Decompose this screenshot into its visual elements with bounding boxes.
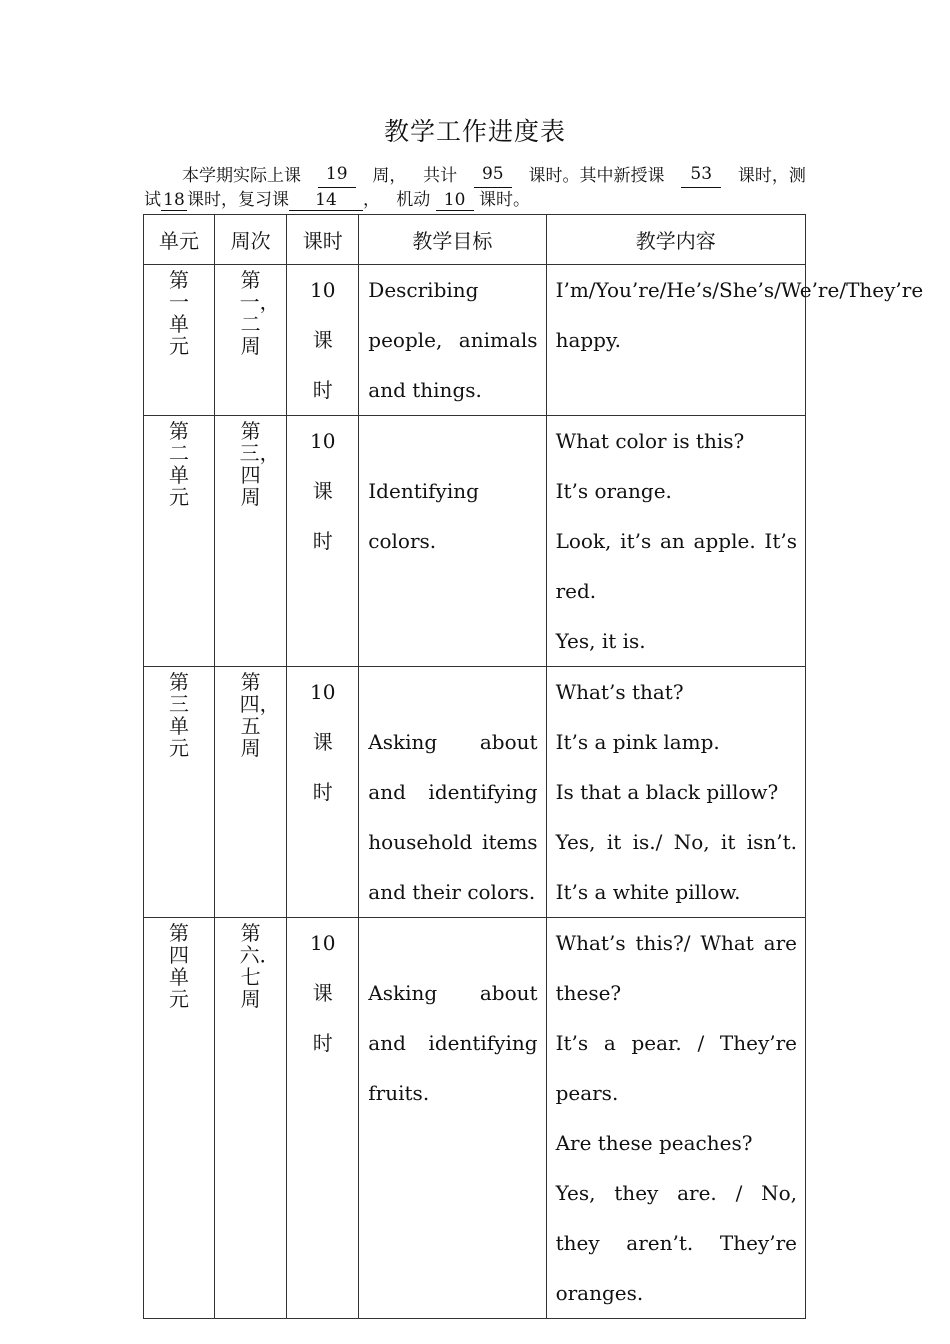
summary-text: 机动 xyxy=(396,190,431,210)
summary-text: 课时。其中新授课 xyxy=(528,166,665,186)
hours-unit: 课 xyxy=(312,328,333,352)
hours-number: 10 xyxy=(310,429,336,453)
content-line: It’s orange. xyxy=(555,479,672,503)
new-hours-value: 53 xyxy=(681,164,721,188)
content-cell xyxy=(547,416,805,666)
table-row xyxy=(144,667,806,918)
content-line: What color is this? xyxy=(555,429,745,453)
flex-hours-value: 10 xyxy=(436,190,474,211)
hours-number: 10 xyxy=(310,680,336,704)
goal-cell: Identifying colors. xyxy=(368,479,479,553)
hours-unit: 课 xyxy=(312,981,333,1005)
summary-text: 周， xyxy=(372,166,407,186)
hours-unit: 时 xyxy=(312,529,333,553)
total-hours-value: 95 xyxy=(474,164,512,188)
hours-unit: 时 xyxy=(312,780,333,804)
weeks-cell: 第一，二周 xyxy=(239,268,280,358)
test-hours-value: 18 xyxy=(161,190,187,211)
hours-unit: 课 xyxy=(312,730,333,754)
summary-text: 课时。 xyxy=(479,190,531,210)
content-cell xyxy=(547,918,805,1318)
header-hours: 课时 xyxy=(287,215,359,265)
content-cell xyxy=(547,265,924,365)
summary-text: 课时，复习课 xyxy=(187,190,289,210)
content-cell xyxy=(547,667,805,917)
table-row xyxy=(144,416,806,667)
summary-text: ， xyxy=(363,190,380,210)
table-row xyxy=(144,265,806,416)
hours-cell xyxy=(287,918,359,1319)
weeks-cell: 第六．七周 xyxy=(239,921,280,1011)
content-line: What’s this?/ What are these? xyxy=(555,931,797,1005)
header-goal: 教学目标 xyxy=(359,215,546,265)
hours-cell xyxy=(287,265,359,416)
goal-cell: Asking about and identifying household items and their colors. xyxy=(368,730,538,904)
unit-cell: 第二单元 xyxy=(169,419,190,509)
content-line: It’s a pink lamp. xyxy=(555,730,720,754)
content-line: Is that a black pillow? xyxy=(555,780,779,804)
hours-cell xyxy=(287,667,359,918)
schedule-table xyxy=(143,214,924,1319)
weeks-cell: 第三，四周 xyxy=(239,419,280,509)
summary-line-1 xyxy=(144,164,806,188)
summary-text: 共计 xyxy=(423,166,458,186)
schedule-summary xyxy=(144,164,806,212)
content-line: It’s a pear. / They’re pears. xyxy=(555,1031,797,1105)
hours-number: 10 xyxy=(310,931,336,955)
goal-cell: Asking about and identifying fruits. xyxy=(368,981,538,1105)
hours-number: 10 xyxy=(310,278,336,302)
goal-cell: Describing people, animals and things. xyxy=(368,278,538,402)
summary-text: 课时，测 xyxy=(737,166,806,186)
summary-text: 试 xyxy=(144,190,161,210)
header-content: 教学内容 xyxy=(546,215,805,265)
content-line: I’m/You’re/He’s/She’s/We’re/They’re happy. xyxy=(555,278,924,352)
header-weeks: 周次 xyxy=(215,215,287,265)
summary-text: 本学期实际上课 xyxy=(182,166,301,186)
review-hours-value: 14 xyxy=(289,190,363,211)
header-unit: 单元 xyxy=(144,215,215,265)
table-row xyxy=(144,918,806,1319)
hours-unit: 时 xyxy=(312,1031,333,1055)
weeks-cell: 第四，五周 xyxy=(239,670,280,760)
unit-cell: 第四单元 xyxy=(169,921,190,1011)
table-header-row xyxy=(144,215,806,265)
hours-unit: 时 xyxy=(312,378,333,402)
unit-cell: 第一单元 xyxy=(169,268,190,358)
hours-unit: 课 xyxy=(312,479,333,503)
weeks-value: 19 xyxy=(318,164,356,188)
content-line: Yes, it is. xyxy=(555,629,646,653)
hours-cell xyxy=(287,416,359,667)
content-line: Look, it’s an apple. It’s red. xyxy=(555,529,797,603)
content-line: Are these peaches? xyxy=(555,1131,753,1155)
content-line: Yes, they are. / No, they aren’t. They’re oranges. xyxy=(555,1181,797,1305)
content-line: What’s that? xyxy=(555,680,684,704)
summary-line-2 xyxy=(144,188,806,212)
page-title: 教学工作进度表 xyxy=(383,117,566,146)
unit-cell: 第三单元 xyxy=(169,670,190,760)
content-line: Yes, it is./ No, it isn’t. It’s a white pillow. xyxy=(555,830,797,904)
